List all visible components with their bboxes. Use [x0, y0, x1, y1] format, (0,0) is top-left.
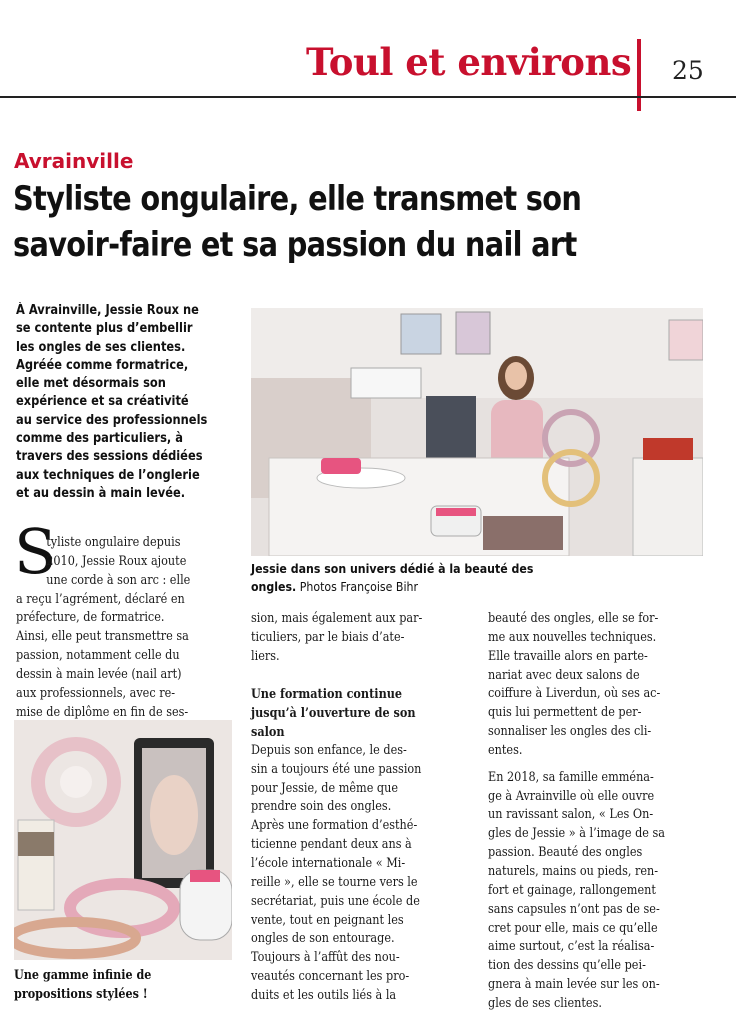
article-headline	[13, 176, 625, 268]
body-line: me aux nouvelles techniques.	[488, 629, 657, 645]
body-line: a reçu l’agrément, déclaré en	[16, 591, 185, 607]
body-line: liers.	[251, 648, 280, 664]
body-line: En 2018, sa famille emména-	[488, 769, 654, 785]
body-line: sion, mais également aux par-	[251, 611, 423, 626]
body-line: Depuis son enfance, le des-	[251, 742, 407, 758]
body-line: entes.	[488, 742, 523, 758]
lead-line: et au dessin à main levée.	[16, 485, 186, 501]
body-line: dessin à main levée (nail art)	[16, 666, 182, 682]
body-line: préfecture, de formatrice.	[16, 610, 165, 626]
caption-bold: ongles.	[251, 579, 297, 594]
body-line: prendre soin des ongles.	[251, 799, 392, 815]
nail-samples-caption	[14, 966, 244, 1004]
body-line: vente, tout en peignant les	[251, 912, 404, 928]
lead-line: elle met désormais son	[16, 376, 166, 392]
body-line: tyliste ongulaire depuis	[46, 535, 181, 550]
body-line: Elle travaille alors en parte-	[488, 648, 648, 664]
body-line: coiffure à Liverdun, où ses ac-	[488, 686, 661, 702]
salon-photo-caption	[251, 560, 711, 596]
caption-line: Une gamme infinie de	[14, 968, 152, 983]
headline-line: Styliste ongulaire, elle transmet son	[13, 179, 582, 218]
lead-line: se contente plus d’embellir	[16, 321, 193, 337]
photo-credit: Photos Françoise Bihr	[299, 579, 419, 594]
body-line: secrétariat, puis une école de	[251, 893, 420, 909]
body-line: gles de ses clientes.	[488, 995, 602, 1011]
caption-line: propositions stylées !	[14, 987, 148, 1002]
body-line: quis lui permettent de per-	[488, 705, 642, 721]
lead-line: Agréée comme formatrice,	[16, 357, 189, 373]
header-rule	[0, 96, 736, 98]
lead-line: À Avrainville, Jessie Roux ne	[16, 303, 199, 318]
body-line: passion. Beauté des ongles	[488, 845, 643, 861]
nail-samples-photo	[14, 720, 232, 960]
header-divider	[637, 39, 641, 111]
body-line: ticuliers, par le biais d’ate-	[251, 629, 405, 645]
article-lead	[16, 302, 242, 503]
body-line: aime surtout, c’est la réalisa-	[488, 939, 655, 955]
body-line: passion, notamment celle du	[16, 648, 180, 664]
body-line: fort et gainage, rallongement	[488, 882, 656, 898]
drop-cap: S	[14, 515, 57, 588]
body-line: gles de Jessie » à l’image de sa	[488, 826, 666, 842]
lead-line: travers des sessions dédiées	[16, 449, 203, 465]
article-column-3	[488, 610, 714, 1014]
body-line: duits et les outils liés à la	[251, 987, 397, 1003]
body-line: ge à Avrainville où elle ouvre	[488, 788, 655, 804]
body-line: mise de diplôme en fin de ses-	[16, 704, 189, 720]
body-line: Après une formation d’esthé-	[251, 818, 418, 834]
body-line: reille », elle se tourne vers le	[251, 874, 418, 890]
body-line: un ravissant salon, « Les On-	[488, 807, 654, 823]
body-line: 2010, Jessie Roux ajoute	[46, 553, 187, 569]
nail-samples-illustration	[14, 720, 232, 960]
body-line: nariat avec deux salons de	[488, 667, 640, 683]
body-line: aux professionnels, avec re-	[16, 685, 176, 701]
article-column-2	[251, 610, 477, 1006]
salon-photo-illustration	[251, 308, 703, 556]
body-line: ongles de son entourage.	[251, 931, 395, 947]
subheading-line: salon	[251, 724, 285, 741]
body-line: gnera à main levée sur les on-	[488, 977, 660, 993]
lead-line: expérience et sa créativité	[16, 394, 189, 410]
body-line: cret pour elle, mais ce qu’elle	[488, 920, 658, 936]
body-line: sans capsules n’ont pas de se-	[488, 901, 660, 917]
body-line: l’école internationale « Mi-	[251, 855, 406, 871]
body-line: tion des dessins qu’elle pei-	[488, 958, 646, 974]
subheading-line: Une formation continue	[251, 686, 403, 703]
page-number: 25	[672, 56, 704, 85]
headline-line: savoir-faire et sa passion du nail art	[13, 225, 577, 264]
salon-photo	[251, 308, 703, 556]
lead-line: au service des professionnels	[16, 412, 208, 428]
lead-line: aux techniques de l’onglerie	[16, 467, 200, 483]
body-line: pour Jessie, de même que	[251, 780, 399, 796]
body-line: veautés concernant les pro-	[251, 969, 410, 985]
body-line: beauté des ongles, elle se for-	[488, 611, 659, 626]
body-line: sonnaliser les ongles des cli-	[488, 724, 652, 740]
lead-line: comme des particuliers, à	[16, 431, 183, 447]
article-locality: Avrainville	[14, 149, 134, 173]
body-line: Ainsi, elle peut transmettre sa	[16, 629, 189, 645]
caption-bold: Jessie dans son univers dédié à la beauté des	[251, 561, 534, 576]
body-line: une corde à son arc : elle	[46, 572, 191, 588]
article-column-1	[16, 534, 242, 722]
body-line: Toujours à l’affût des nou-	[251, 950, 400, 966]
section-title: Toul et environs	[306, 40, 632, 84]
body-line: ticienne pendant deux ans à	[251, 837, 412, 853]
body-line: sin a toujours été une passion	[251, 761, 422, 777]
subheading-line: jusqu’à l’ouverture de son	[251, 705, 416, 722]
body-line: naturels, mains ou pieds, ren-	[488, 863, 659, 879]
lead-line: les ongles de ses clientes.	[16, 339, 186, 355]
